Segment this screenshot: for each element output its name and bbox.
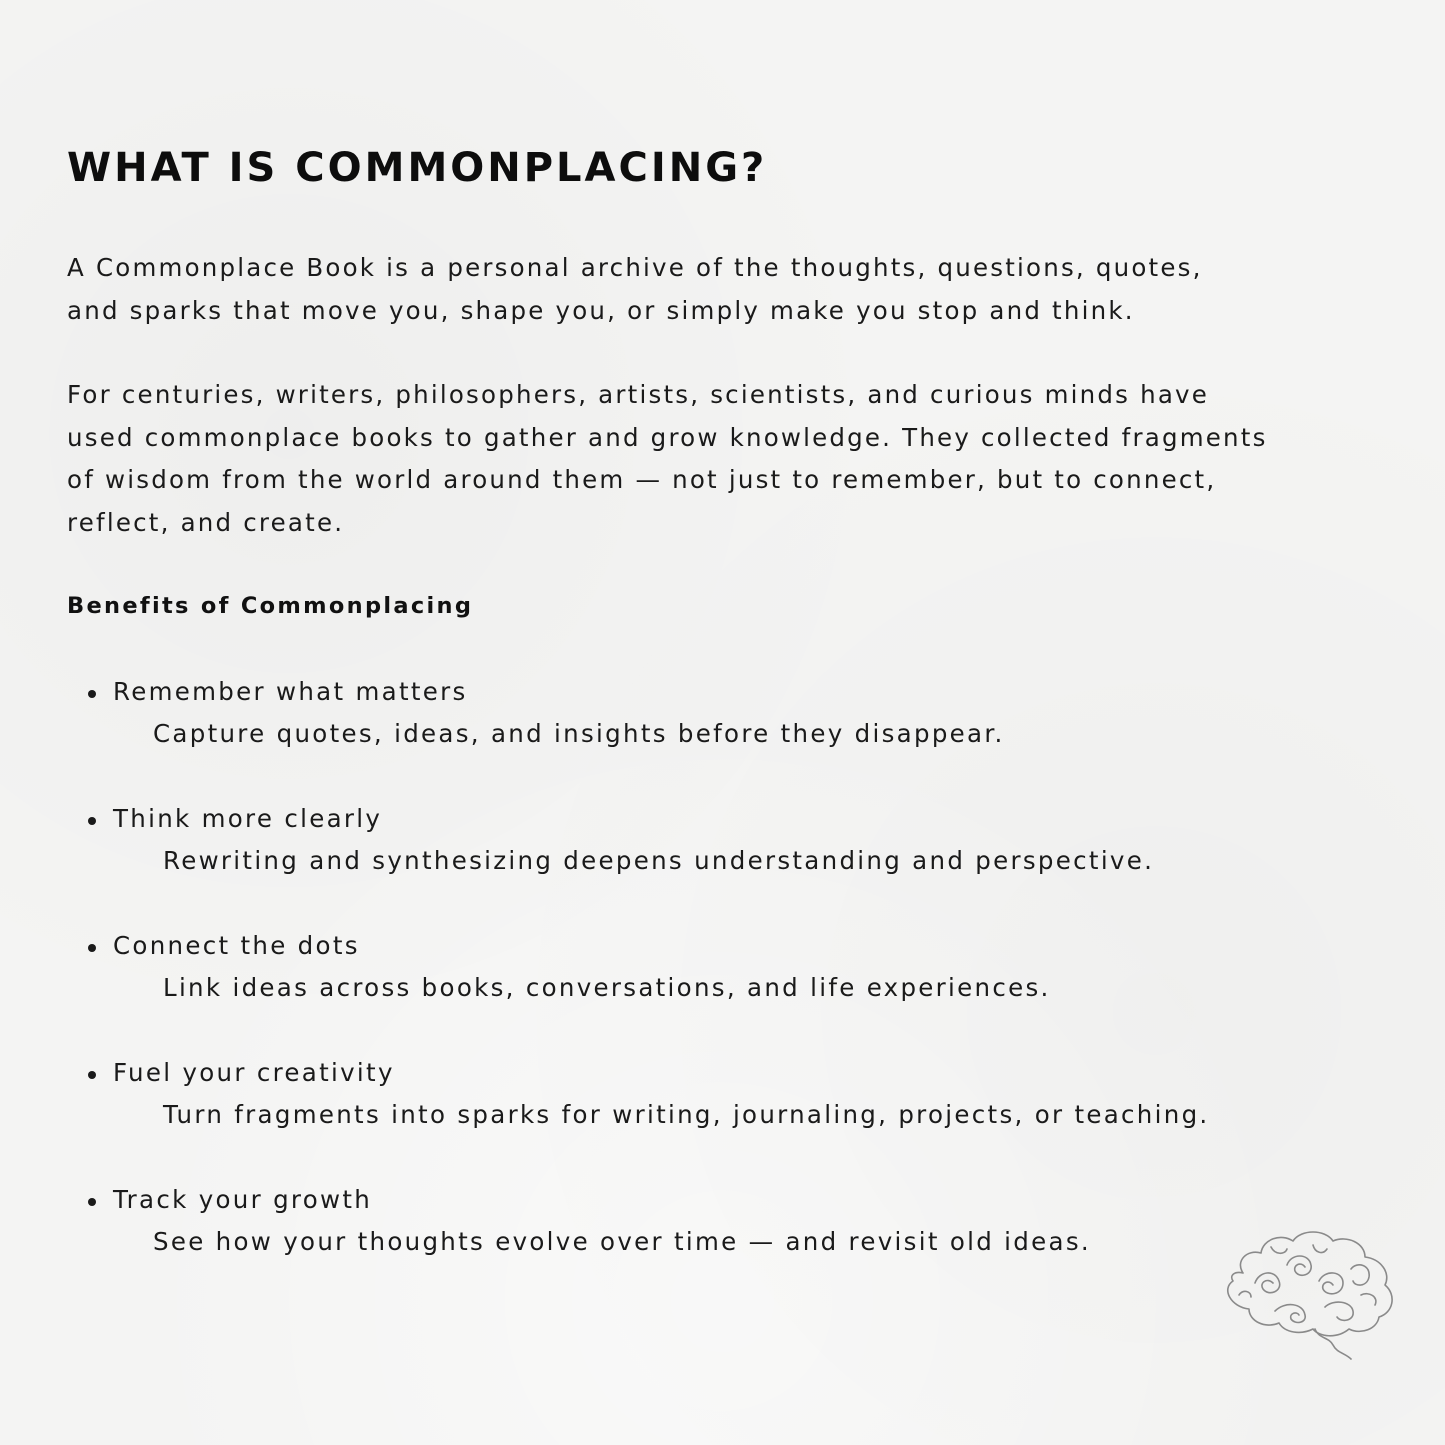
intro-line: and sparks that move you, shape you, or simply make you stop and think.	[67, 295, 1135, 325]
benefit-title: Fuel your creativity	[113, 1058, 395, 1087]
benefit-description: See how your thoughts evolve over time — and revisit old ideas.	[153, 1227, 1091, 1256]
benefit-title: Remember what matters	[113, 677, 468, 706]
bullet-icon	[88, 1198, 96, 1206]
bullet-icon	[88, 817, 96, 825]
benefit-description: Link ideas across books, conversations, and life experiences.	[163, 973, 1051, 1002]
history-line: of wisdom from the world around them — not just to remember, but to connect,	[67, 465, 1217, 494]
intro-paragraph	[67, 247, 1397, 332]
brain-icon	[1215, 1225, 1405, 1360]
benefit-title: Connect the dots	[113, 931, 360, 960]
benefit-description: Rewriting and synthesizing deepens understanding and perspective.	[163, 846, 1155, 875]
page-title: WHAT IS COMMONPLACING?	[67, 145, 768, 191]
benefit-description: Capture quotes, ideas, and insights before they disappear.	[153, 719, 1005, 748]
benefit-title: Think more clearly	[113, 804, 383, 833]
bullet-icon	[88, 1071, 96, 1079]
benefit-title: Track your growth	[113, 1185, 373, 1214]
history-line: For centuries, writers, philosophers, artists, scientists, and curious minds have	[67, 380, 1210, 409]
bullet-icon	[88, 944, 96, 952]
benefit-description: Turn fragments into sparks for writing, journaling, projects, or teaching.	[163, 1100, 1210, 1129]
history-paragraph	[67, 374, 1397, 544]
history-line: reflect, and create.	[67, 507, 345, 537]
intro-line: A Commonplace Book is a personal archive of the thoughts, questions, quotes,	[67, 253, 1203, 282]
history-line: used commonplace books to gather and grow knowledge. They collected fragments	[67, 422, 1268, 452]
benefits-heading: Benefits of Commonplacing	[67, 593, 474, 619]
bullet-icon	[88, 690, 96, 698]
